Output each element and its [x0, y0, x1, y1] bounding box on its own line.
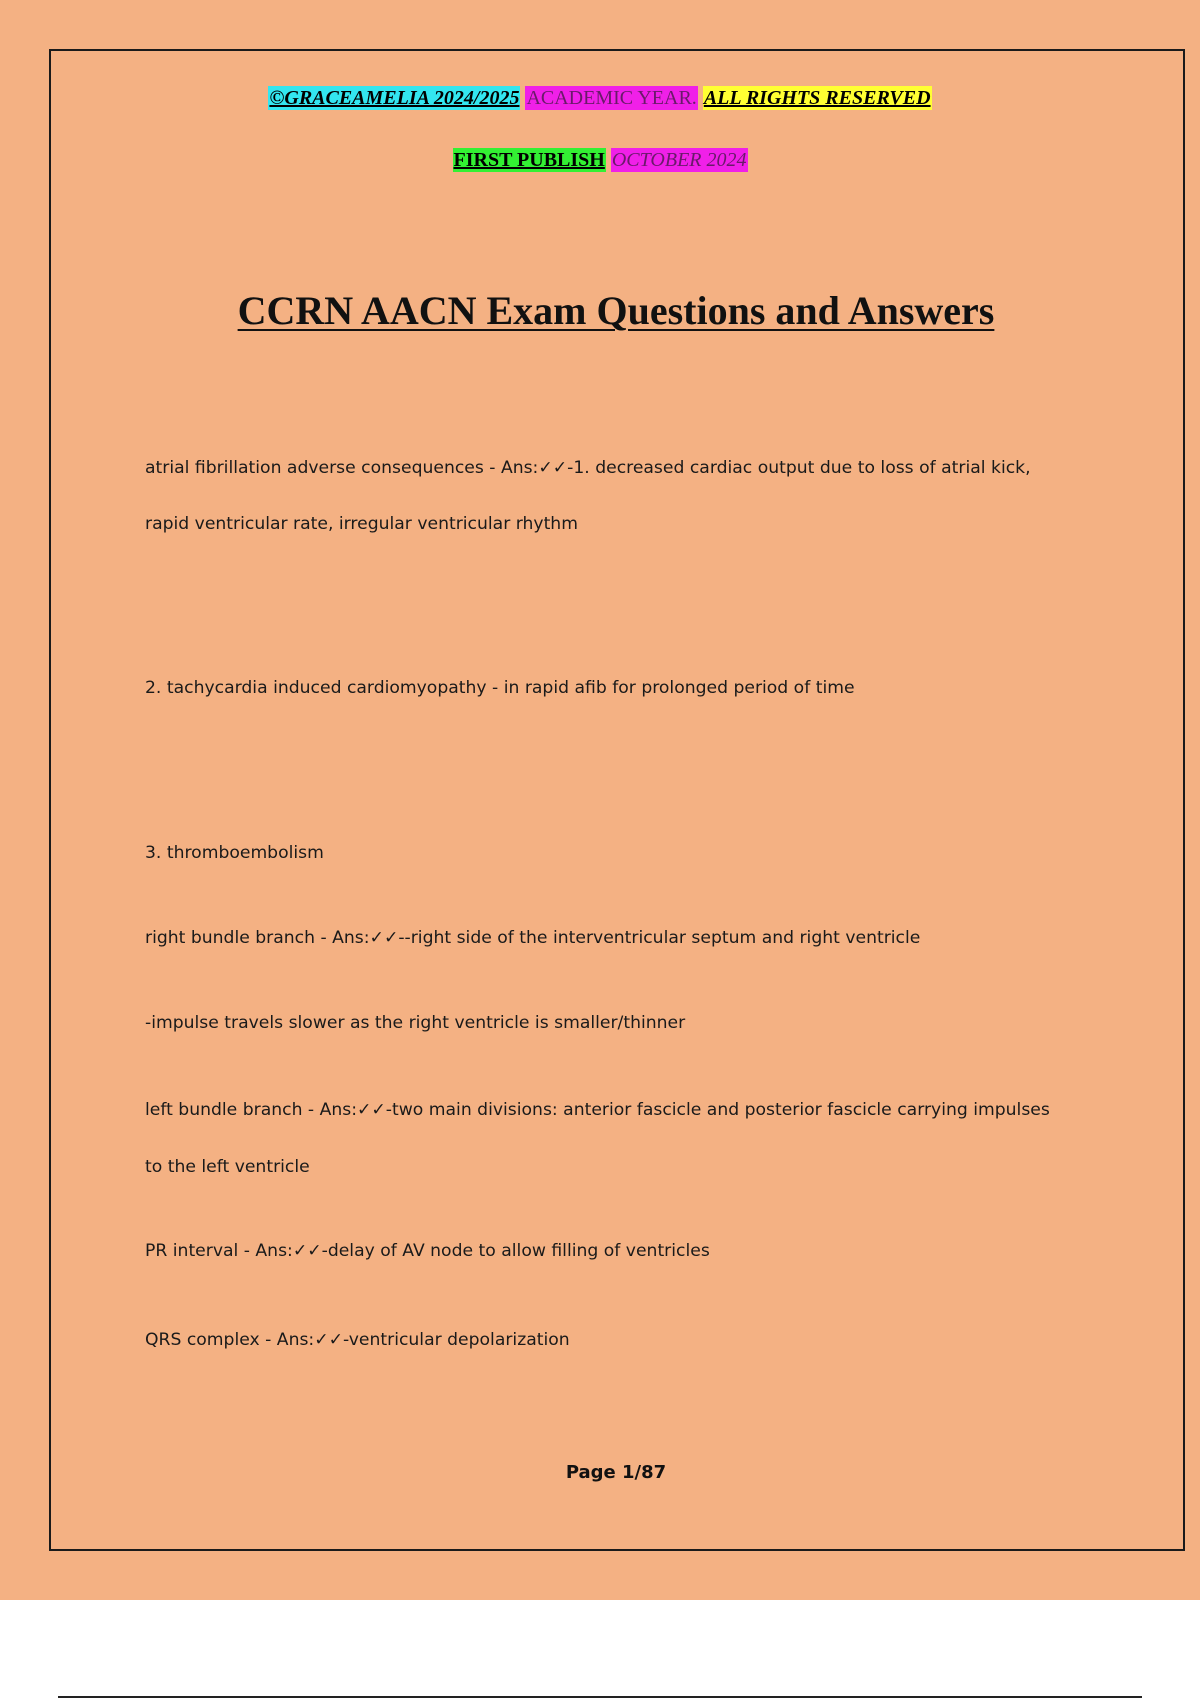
paragraph-pr-interval: PR interval - Ans:✓✓-delay of AV node to allow filling of ventricles [145, 1241, 710, 1261]
paragraph-left-bundle-line2: to the left ventricle [145, 1157, 310, 1177]
publish-date-text: OCTOBER 2024 [611, 149, 747, 171]
paragraph-afib-line2: rapid ventricular rate, irregular ventricular rhythm [145, 514, 578, 534]
first-publish-text: FIRST PUBLISH [453, 149, 605, 171]
paragraph-impulse: -impulse travels slower as the right ventricle is smaller/thinner [145, 1013, 686, 1033]
paragraph-afib-line1: atrial fibrillation adverse consequences - Ans:✓✓-1. decreased cardiac output due to loss of atrial kick, [145, 458, 1031, 478]
page-border-frame [49, 49, 1185, 1551]
header-copyright-line [0, 86, 1200, 110]
page-number: Page 1/87 [565, 1462, 667, 1483]
paragraph-right-bundle: right bundle branch - Ans:✓✓--right side of the interventricular septum and right ventricle [145, 928, 921, 948]
paragraph-tachycardia: 2. tachycardia induced cardiomyopathy - in rapid afib for prolonged period of time [145, 678, 855, 698]
document-title: CCRN AACN Exam Questions and Answers [237, 288, 995, 333]
header-publish-line [0, 148, 1200, 172]
academic-year-text: ACADEMIC YEAR. [526, 87, 697, 109]
rights-reserved-text: ALL RIGHTS RESERVED [703, 87, 931, 109]
copyright-text: ©GRACEAMELIA 2024/2025 [269, 87, 520, 109]
paragraph-qrs-complex: QRS complex - Ans:✓✓-ventricular depolarization [145, 1330, 570, 1350]
next-page-top-rule [58, 1696, 1142, 1698]
paragraph-thromboembolism: 3. thromboembolism [145, 843, 324, 863]
paragraph-left-bundle-line1: left bundle branch - Ans:✓✓-two main divisions: anterior fascicle and posterior fascicle carrying impulses [145, 1100, 1050, 1120]
